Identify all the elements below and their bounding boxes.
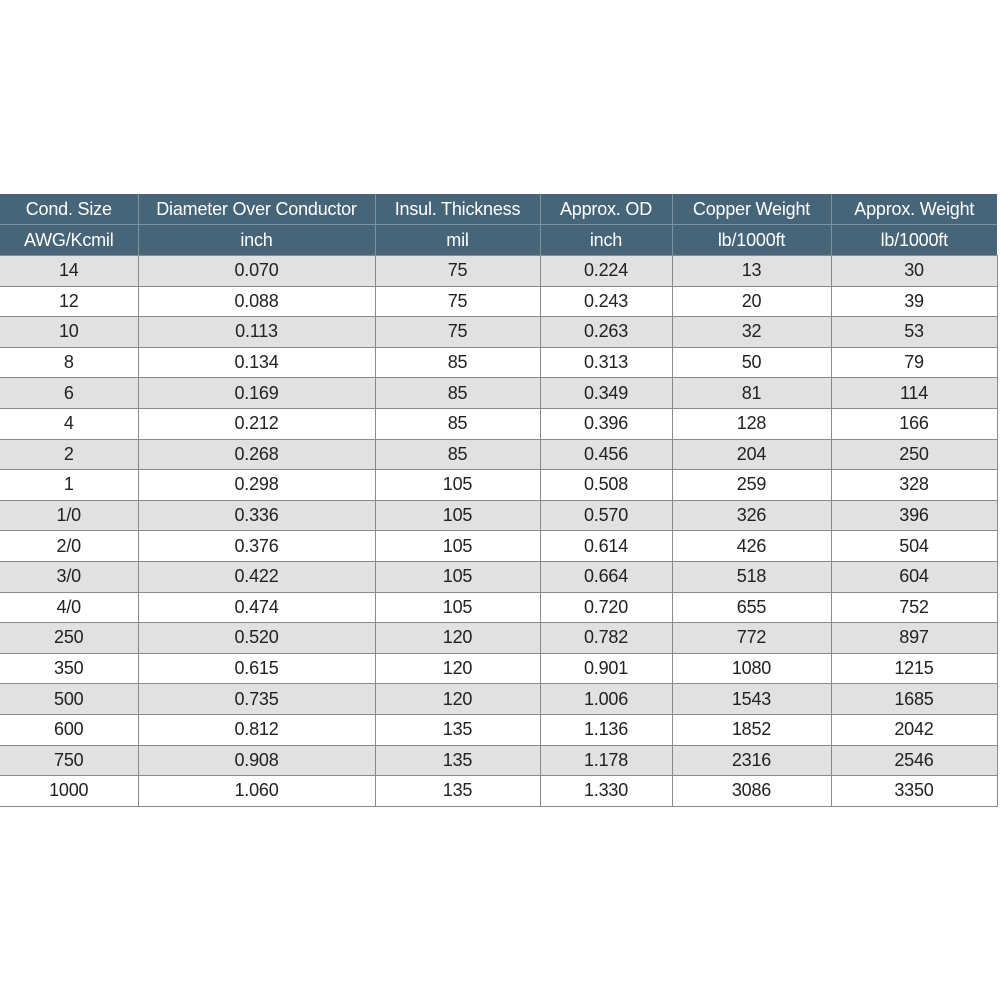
cell-insul-thickness: 105 [375, 470, 540, 501]
cell-insul-thickness: 85 [375, 347, 540, 378]
cell-copper-weight: 426 [672, 531, 831, 562]
cell-diameter-over-conductor: 0.212 [138, 408, 375, 439]
cell-copper-weight: 50 [672, 347, 831, 378]
cell-approx-weight: 79 [831, 347, 997, 378]
cell-approx-weight: 897 [831, 623, 997, 654]
header-approx-od: Approx. OD [540, 194, 672, 225]
cell-cond-size: 500 [0, 684, 138, 715]
cell-insul-thickness: 135 [375, 776, 540, 807]
cell-diameter-over-conductor: 0.735 [138, 684, 375, 715]
cell-insul-thickness: 105 [375, 500, 540, 531]
cell-approx-od: 0.263 [540, 317, 672, 348]
table-row [0, 378, 997, 409]
unit-approx-od: inch [540, 225, 672, 256]
cell-approx-weight: 504 [831, 531, 997, 562]
cable-spec-table-container [0, 194, 997, 807]
cell-cond-size: 250 [0, 623, 138, 654]
table-row [0, 684, 997, 715]
table-row [0, 745, 997, 776]
cell-cond-size: 1 [0, 470, 138, 501]
header-cond-size: Cond. Size [0, 194, 138, 225]
cell-approx-weight: 752 [831, 592, 997, 623]
cell-approx-weight: 39 [831, 286, 997, 317]
cell-cond-size: 6 [0, 378, 138, 409]
cell-diameter-over-conductor: 0.376 [138, 531, 375, 562]
cell-insul-thickness: 75 [375, 286, 540, 317]
cell-approx-od: 1.136 [540, 714, 672, 745]
cell-copper-weight: 3086 [672, 776, 831, 807]
header-copper-weight: Copper Weight [672, 194, 831, 225]
cell-approx-od: 0.508 [540, 470, 672, 501]
cell-approx-weight: 114 [831, 378, 997, 409]
cell-insul-thickness: 120 [375, 623, 540, 654]
cell-diameter-over-conductor: 0.474 [138, 592, 375, 623]
cell-approx-weight: 396 [831, 500, 997, 531]
cell-copper-weight: 20 [672, 286, 831, 317]
cell-cond-size: 2/0 [0, 531, 138, 562]
cell-insul-thickness: 75 [375, 317, 540, 348]
cell-approx-od: 0.614 [540, 531, 672, 562]
cell-copper-weight: 655 [672, 592, 831, 623]
cell-approx-weight: 604 [831, 561, 997, 592]
table-row [0, 714, 997, 745]
cell-approx-weight: 3350 [831, 776, 997, 807]
cell-copper-weight: 128 [672, 408, 831, 439]
cell-insul-thickness: 105 [375, 561, 540, 592]
cell-diameter-over-conductor: 1.060 [138, 776, 375, 807]
cell-cond-size: 8 [0, 347, 138, 378]
cell-diameter-over-conductor: 0.336 [138, 500, 375, 531]
cell-insul-thickness: 120 [375, 684, 540, 715]
header-row-names [0, 194, 997, 225]
table-row [0, 286, 997, 317]
cell-copper-weight: 13 [672, 256, 831, 287]
cell-copper-weight: 518 [672, 561, 831, 592]
cell-cond-size: 12 [0, 286, 138, 317]
unit-copper-weight: lb/1000ft [672, 225, 831, 256]
cell-insul-thickness: 85 [375, 378, 540, 409]
cell-diameter-over-conductor: 0.070 [138, 256, 375, 287]
header-row-units [0, 225, 997, 256]
cell-approx-od: 0.782 [540, 623, 672, 654]
cell-copper-weight: 204 [672, 439, 831, 470]
unit-approx-weight: lb/1000ft [831, 225, 997, 256]
cell-insul-thickness: 75 [375, 256, 540, 287]
cell-diameter-over-conductor: 0.169 [138, 378, 375, 409]
header-insul-thickness: Insul. Thickness [375, 194, 540, 225]
cell-copper-weight: 32 [672, 317, 831, 348]
cell-diameter-over-conductor: 0.422 [138, 561, 375, 592]
cell-copper-weight: 1852 [672, 714, 831, 745]
cell-approx-od: 0.224 [540, 256, 672, 287]
cell-approx-weight: 2042 [831, 714, 997, 745]
cell-insul-thickness: 85 [375, 408, 540, 439]
cell-cond-size: 2 [0, 439, 138, 470]
table-row [0, 500, 997, 531]
cell-approx-od: 1.178 [540, 745, 672, 776]
cell-diameter-over-conductor: 0.812 [138, 714, 375, 745]
header-approx-weight: Approx. Weight [831, 194, 997, 225]
table-row [0, 256, 997, 287]
cell-cond-size: 1/0 [0, 500, 138, 531]
cell-insul-thickness: 85 [375, 439, 540, 470]
cell-diameter-over-conductor: 0.520 [138, 623, 375, 654]
cell-approx-weight: 328 [831, 470, 997, 501]
cell-cond-size: 600 [0, 714, 138, 745]
cell-approx-od: 1.006 [540, 684, 672, 715]
table-row [0, 470, 997, 501]
unit-diameter-over-conductor: inch [138, 225, 375, 256]
cell-approx-od: 0.901 [540, 653, 672, 684]
cell-approx-od: 0.720 [540, 592, 672, 623]
cell-cond-size: 3/0 [0, 561, 138, 592]
cell-approx-od: 0.456 [540, 439, 672, 470]
cell-approx-od: 0.313 [540, 347, 672, 378]
table-row [0, 317, 997, 348]
cell-cond-size: 1000 [0, 776, 138, 807]
cell-diameter-over-conductor: 0.615 [138, 653, 375, 684]
cell-approx-weight: 1685 [831, 684, 997, 715]
table-row [0, 592, 997, 623]
table-row [0, 408, 997, 439]
cell-approx-od: 0.570 [540, 500, 672, 531]
header-diameter-over-conductor: Diameter Over Conductor [138, 194, 375, 225]
cell-copper-weight: 2316 [672, 745, 831, 776]
table-body [0, 256, 997, 807]
cell-diameter-over-conductor: 0.134 [138, 347, 375, 378]
cell-copper-weight: 772 [672, 623, 831, 654]
cell-approx-weight: 1215 [831, 653, 997, 684]
cell-diameter-over-conductor: 0.268 [138, 439, 375, 470]
cell-copper-weight: 259 [672, 470, 831, 501]
table-row [0, 347, 997, 378]
table-row [0, 561, 997, 592]
cell-approx-od: 1.330 [540, 776, 672, 807]
cell-cond-size: 4 [0, 408, 138, 439]
cell-approx-weight: 166 [831, 408, 997, 439]
cell-approx-od: 0.396 [540, 408, 672, 439]
cell-approx-weight: 30 [831, 256, 997, 287]
table-header [0, 194, 997, 256]
table-row [0, 439, 997, 470]
unit-insul-thickness: mil [375, 225, 540, 256]
cell-insul-thickness: 120 [375, 653, 540, 684]
table-row [0, 776, 997, 807]
cell-approx-weight: 2546 [831, 745, 997, 776]
cell-copper-weight: 81 [672, 378, 831, 409]
cell-approx-weight: 53 [831, 317, 997, 348]
cell-insul-thickness: 135 [375, 745, 540, 776]
cell-approx-weight: 250 [831, 439, 997, 470]
cell-copper-weight: 1543 [672, 684, 831, 715]
cell-diameter-over-conductor: 0.113 [138, 317, 375, 348]
cell-diameter-over-conductor: 0.298 [138, 470, 375, 501]
cell-cond-size: 350 [0, 653, 138, 684]
cell-copper-weight: 326 [672, 500, 831, 531]
cell-diameter-over-conductor: 0.088 [138, 286, 375, 317]
unit-cond-size: AWG/Kcmil [0, 225, 138, 256]
cell-cond-size: 750 [0, 745, 138, 776]
cell-cond-size: 4/0 [0, 592, 138, 623]
cell-insul-thickness: 135 [375, 714, 540, 745]
table-row [0, 531, 997, 562]
cell-approx-od: 0.349 [540, 378, 672, 409]
cell-copper-weight: 1080 [672, 653, 831, 684]
cell-insul-thickness: 105 [375, 592, 540, 623]
cable-spec-table [0, 194, 998, 807]
cell-cond-size: 10 [0, 317, 138, 348]
cell-cond-size: 14 [0, 256, 138, 287]
table-row [0, 653, 997, 684]
cell-approx-od: 0.664 [540, 561, 672, 592]
cell-insul-thickness: 105 [375, 531, 540, 562]
table-row [0, 623, 997, 654]
cell-approx-od: 0.243 [540, 286, 672, 317]
cell-diameter-over-conductor: 0.908 [138, 745, 375, 776]
